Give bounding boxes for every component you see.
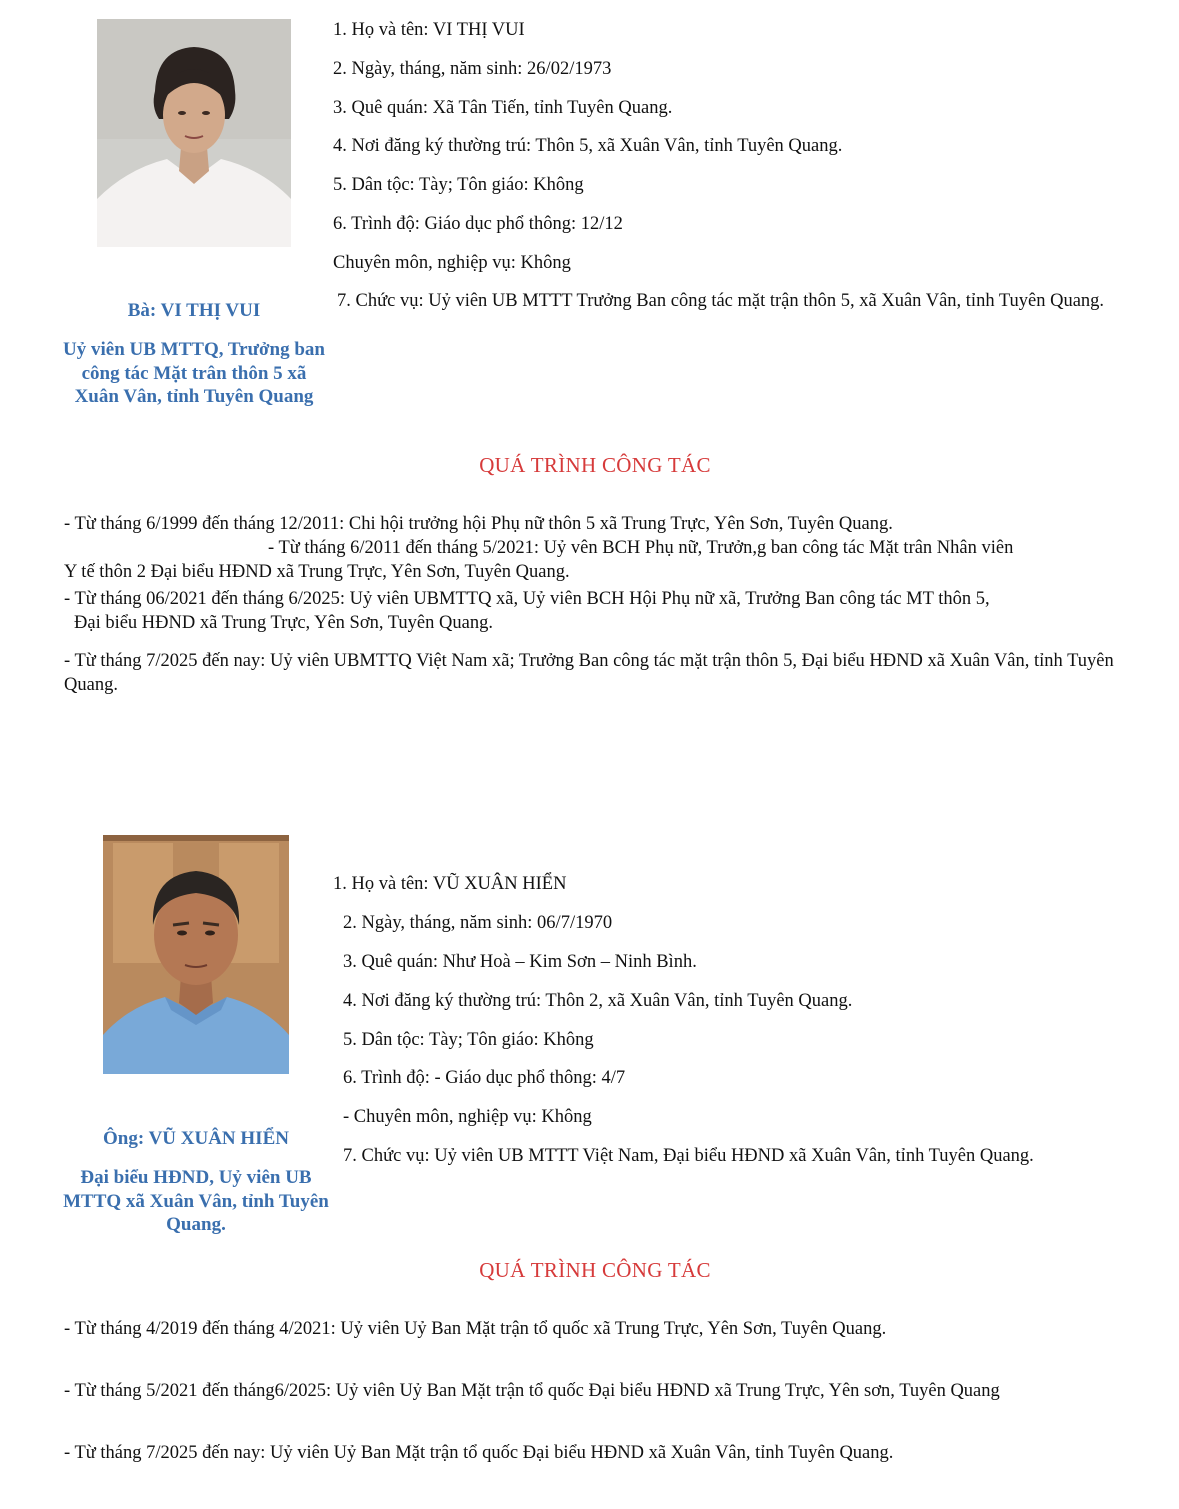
info-full-name: 1. Họ và tên: VI THỊ VUI	[333, 20, 525, 40]
history-item: - Từ tháng 06/2021 đến tháng 6/2025: Uỷ viên UBMTTQ xã, Uỷ viên BCH Hội Phụ nữ xã, Trưởng Ban công tác MT thôn 5,	[64, 589, 990, 609]
info-education: 6. Trình độ: - Giáo dục phổ thông: 4/7	[343, 1068, 626, 1088]
info-ethnicity-religion: 5. Dân tộc: Tày; Tôn giáo: Không	[333, 175, 584, 195]
history-item: - Từ tháng 6/1999 đến tháng 12/2011: Chi hội trưởng hội Phụ nữ thôn 5 xã Trung Trực, Yên Sơn, Tuyên Quang.	[64, 514, 893, 534]
history-item: - Từ tháng 6/2011 đến tháng 5/2021: Uỷ vên BCH Phụ nữ, Trưởn,g ban công tác Mặt trân Nhân viên	[268, 538, 1014, 558]
history-item-continued: Đại biểu HĐND xã Trung Trực, Yên Sơn, Tuyên Quang.	[74, 613, 493, 633]
info-education: 6. Trình độ: Giáo dục phổ thông: 12/12	[333, 214, 623, 234]
info-position: 7. Chức vụ: Uỷ viên UB MTTT Việt Nam, Đại biểu HĐND xã Xuân Vân, tỉnh Tuyên Quang.	[343, 1146, 1034, 1166]
info-hometown: 3. Quê quán: Như Hoà – Kim Sơn – Ninh Bình.	[343, 952, 697, 972]
info-full-name: 1. Họ và tên: VŨ XUÂN HIỂN	[333, 874, 567, 894]
info-hometown: 3. Quê quán: Xã Tân Tiến, tỉnh Tuyên Quang.	[333, 98, 673, 118]
history-item: - Từ tháng 7/2025 đến nay: Uỷ viên UBMTTQ Việt Nam xã; Trưởng Ban công tác mặt trận thôn 5, Đại biểu HĐND xã Xuân Vân, tỉnh Tuyên Quang.	[64, 651, 1114, 695]
info-specialty: - Chuyên môn, nghiệp vụ: Không	[343, 1107, 592, 1127]
caption-role-vu-xuan-hien: Đại biểu HĐND, Uỷ viên UB MTTQ xã Xuân Vân, tỉnh Tuyên Quang.	[63, 1167, 329, 1235]
info-position: 7. Chức vụ: Uỷ viên UB MTTT Trưởng Ban công tác mặt trận thôn 5, xã Xuân Vân, tỉnh Tuyên Quang.	[337, 291, 1105, 311]
section-heading-work-history: QUÁ TRÌNH CÔNG TÁC	[479, 453, 711, 477]
history-item: - Từ tháng 7/2025 đến nay: Uỷ viên Uỷ Ban Mặt trận tổ quốc Đại biểu HĐND xã Xuân Vân, tỉnh Tuyên Quang.	[64, 1443, 894, 1463]
section-heading-work-history: QUÁ TRÌNH CÔNG TÁC	[479, 1258, 711, 1282]
info-birth-date: 2. Ngày, tháng, năm sinh: 26/02/1973	[333, 59, 612, 79]
history-item: - Từ tháng 4/2019 đến tháng 4/2021: Uỷ viên Uỷ Ban Mặt trận tổ quốc xã Trung Trực, Yên Sơn, Tuyên Quang.	[64, 1319, 887, 1339]
info-ethnicity-religion: 5. Dân tộc: Tày; Tôn giáo: Không	[343, 1030, 594, 1050]
info-residence: 4. Nơi đăng ký thường trú: Thôn 5, xã Xuân Vân, tỉnh Tuyên Quang.	[333, 136, 843, 156]
caption-role-vi-thi-vui: Uỷ viên UB MTTQ, Trưởng ban công tác Mặt trân thôn 5 xã Xuân Vân, tỉnh Tuyên Quang	[63, 339, 325, 407]
portrait-photo-vu-xuan-hien	[103, 835, 289, 1074]
history-item-continued: Y tế thôn 2 Đại biểu HĐND xã Trung Trực, Yên Sơn, Tuyên Quang.	[64, 562, 570, 582]
caption-name-vi-thi-vui: Bà: VI THỊ VUI	[127, 300, 261, 321]
caption-name-vu-xuan-hien: Ông: VŨ XUÂN HIỂN	[103, 1128, 289, 1149]
history-item: - Từ tháng 5/2021 đến tháng6/2025: Uỷ viên Uỷ Ban Mặt trận tổ quốc Đại biểu HĐND xã Trung Trực, Yên sơn, Tuyên Quang	[64, 1381, 1000, 1401]
info-specialty: Chuyên môn, nghiệp vụ: Không	[333, 253, 571, 273]
info-birth-date: 2. Ngày, tháng, năm sinh: 06/7/1970	[343, 913, 613, 933]
info-residence: 4. Nơi đăng ký thường trú: Thôn 2, xã Xuân Vân, tỉnh Tuyên Quang.	[343, 991, 853, 1011]
portrait-photo-vi-thi-vui	[97, 19, 291, 247]
